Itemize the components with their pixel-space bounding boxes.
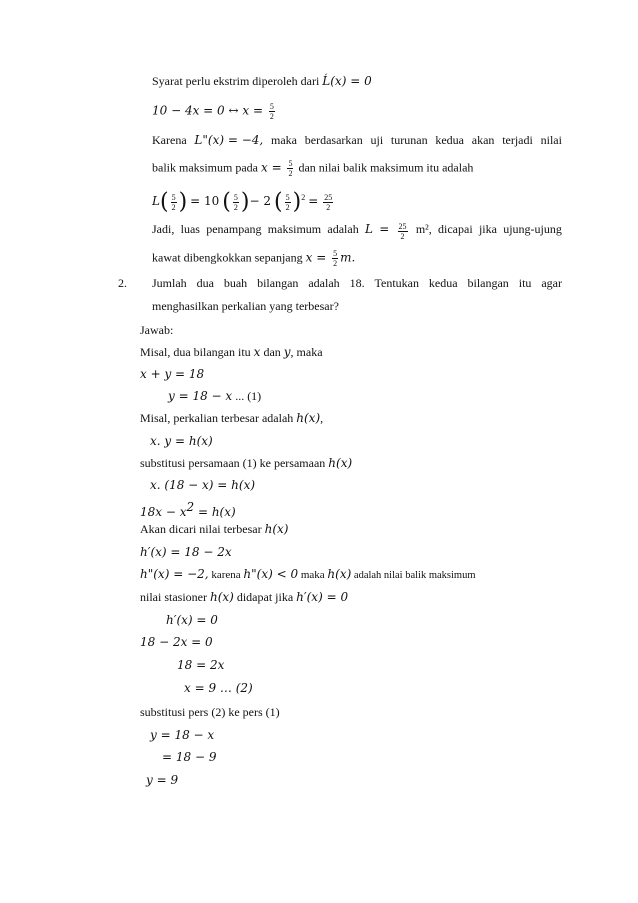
text-line-26: x = 9 … (2) bbox=[184, 681, 253, 695]
text-line-4 bbox=[152, 159, 473, 178]
line-7-text: kawat dibengkokkan sepanjang bbox=[152, 250, 306, 265]
word: jika bbox=[478, 222, 497, 236]
line-5-result: $\frac{25}{2}$ bbox=[324, 192, 333, 212]
line-13-math: y = 18 − x bbox=[168, 389, 233, 403]
word: ujung-ujung bbox=[503, 222, 562, 236]
line-14-tail: , bbox=[320, 411, 324, 425]
word: dicapai bbox=[438, 222, 473, 236]
text-line-17: x. (18 − x) = h(x) bbox=[150, 478, 256, 492]
text-line-15: x. y = h(x) bbox=[150, 434, 213, 448]
line-14-math: h(x) bbox=[296, 411, 321, 425]
line-5-equals: = bbox=[308, 194, 319, 208]
word: terjadi bbox=[502, 133, 533, 147]
word: uji bbox=[370, 133, 384, 147]
line-21-text: karena bbox=[208, 569, 244, 581]
line-21-math: h"(x) = −2, bbox=[140, 567, 209, 581]
list-item-number: 2. bbox=[118, 276, 127, 290]
text-line-6 bbox=[152, 222, 562, 241]
text-line-21 bbox=[140, 567, 476, 583]
word: bilangan bbox=[467, 276, 509, 290]
line-5-fraction-3: $\frac{5}{2}$ bbox=[285, 192, 290, 212]
word: buah bbox=[223, 276, 248, 290]
line-11-x: x bbox=[253, 345, 261, 359]
line-5-fraction-1: $\frac{5}{2}$ bbox=[171, 192, 176, 212]
text-line-2 bbox=[152, 102, 277, 121]
text-line-12: x + y = 18 bbox=[140, 367, 205, 381]
line-6-fraction: $\frac{25}{2}$ bbox=[398, 222, 407, 241]
line-5-L: L bbox=[152, 194, 160, 208]
line-16-text: substitusi persamaan (1) ke persamaan bbox=[140, 456, 329, 470]
line-21-math-3: h(x) bbox=[327, 567, 352, 581]
line-6-L: L bbox=[364, 222, 373, 236]
word: m², bbox=[415, 222, 432, 236]
line-1-math: Ĺ(x) = 0 bbox=[322, 74, 372, 88]
line-5-ten: = 10 bbox=[190, 194, 220, 208]
word: turunan bbox=[390, 133, 428, 147]
line-16-math: h(x) bbox=[328, 456, 353, 470]
line-22-text-2: didapat jika bbox=[233, 590, 297, 604]
text-line-27: substitusi pers (2) ke pers (1) bbox=[140, 705, 280, 719]
word: 18. bbox=[349, 276, 365, 290]
word: itu bbox=[518, 276, 532, 290]
word: dua bbox=[196, 276, 214, 290]
word: Jumlah bbox=[152, 276, 187, 290]
line-14-text: Misal, perkalian terbesar adalah bbox=[140, 411, 297, 425]
text-line-29: = 18 − 9 bbox=[162, 750, 217, 764]
line-11-text: Misal, dua bilangan itu bbox=[140, 345, 254, 359]
line-19-math: h(x) bbox=[264, 522, 289, 536]
line-11-text-3: , maka bbox=[290, 345, 323, 359]
text-line-24: 18 − 2x = 0 bbox=[140, 635, 213, 649]
line-22-text: nilai stasioner bbox=[140, 590, 210, 604]
line-22-math-2: h′(x) = 0 bbox=[296, 590, 349, 604]
text-line-10: Jawab: bbox=[140, 323, 174, 337]
line-18-math-2: = h(x) bbox=[194, 505, 236, 519]
text-line-25: 18 = 2x bbox=[177, 658, 225, 672]
word: berdasarkan bbox=[304, 133, 363, 147]
text-line-28: y = 18 − x bbox=[150, 728, 215, 742]
line-21-math-2: h"(x) < 0 bbox=[243, 567, 299, 581]
text-line-20: h′(x) = 18 − 2x bbox=[140, 545, 232, 559]
text-line-8 bbox=[152, 276, 562, 290]
text-line-5: L( $\frac{5}{2}$ ) = 10 ( $\frac{5}{2}$ )− 2 ( $\frac{5}{2}$ )$^2$ = $\frac{25}{2}$ bbox=[152, 189, 333, 215]
text-line-14 bbox=[140, 411, 323, 425]
text-line-9: menghasilkan perkalian yang terbesar? bbox=[152, 299, 339, 313]
word: maksimum bbox=[267, 222, 322, 236]
word: akan bbox=[471, 133, 495, 147]
text-line-1 bbox=[152, 74, 372, 88]
line-5-fraction-2: $\frac{5}{2}$ bbox=[233, 192, 238, 212]
line-6-equals: = bbox=[379, 222, 390, 236]
line-11-text-2: dan bbox=[260, 345, 284, 359]
word: kedua bbox=[435, 133, 464, 147]
word: agar bbox=[541, 276, 562, 290]
word: Jadi, bbox=[152, 222, 175, 236]
line-2-fraction: $\frac{5}{2}$ bbox=[269, 102, 274, 121]
word: Tentukan bbox=[374, 276, 419, 290]
text-line-19 bbox=[140, 522, 288, 536]
word: bilangan bbox=[257, 276, 299, 290]
line-7-math: x = bbox=[305, 250, 331, 265]
line-21-text-3: adalah nilai balik maksimum bbox=[351, 570, 476, 581]
line-18-math: 18x − x bbox=[140, 505, 187, 519]
line-5-minus-two: − 2 bbox=[249, 194, 271, 208]
line-2-math: 10 − 4x = 0 ↔ x = bbox=[152, 103, 267, 118]
word: maka bbox=[270, 133, 297, 147]
line-1-text: Syarat perlu ekstrim diperoleh dari bbox=[152, 74, 323, 88]
line-5-exponent: 2 bbox=[301, 193, 306, 202]
text-line-16 bbox=[140, 456, 352, 470]
word: adalah bbox=[327, 222, 359, 236]
line-7-unit: m. bbox=[340, 250, 356, 265]
line-4-math: x = bbox=[260, 160, 286, 175]
text-line-3 bbox=[152, 133, 562, 147]
line-4-text: balik maksimum pada bbox=[152, 160, 261, 175]
text-line-11 bbox=[140, 345, 323, 359]
word: penampang bbox=[206, 222, 262, 236]
text-line-13 bbox=[168, 389, 261, 403]
text-line-23: h′(x) = 0 bbox=[166, 613, 218, 627]
word: Karena bbox=[152, 133, 187, 147]
word: luas bbox=[180, 222, 200, 236]
word: nilai bbox=[540, 133, 562, 147]
line-21-text-2: maka bbox=[298, 569, 328, 581]
line-19-text: Akan dicari nilai terbesar bbox=[140, 522, 265, 536]
line-13-text: ... (1) bbox=[232, 389, 262, 403]
line-18-exponent: 2 bbox=[186, 500, 195, 514]
line-7-fraction: $\frac{5}{2}$ bbox=[333, 249, 338, 268]
text-line-22 bbox=[140, 590, 348, 604]
line-3-math: L"(x) = −4, bbox=[194, 133, 264, 147]
line-11-y: y bbox=[283, 345, 291, 359]
text-line-30: y = 9 bbox=[146, 773, 179, 787]
line-22-math: h(x) bbox=[209, 590, 234, 604]
text-line-7 bbox=[152, 249, 355, 268]
text-line-18 bbox=[140, 500, 236, 519]
word: adalah bbox=[308, 276, 340, 290]
line-4-fraction: $\frac{5}{2}$ bbox=[288, 159, 293, 178]
word: kedua bbox=[428, 276, 458, 290]
line-4-text-2: dan nilai balik maksimum itu adalah bbox=[295, 160, 474, 175]
